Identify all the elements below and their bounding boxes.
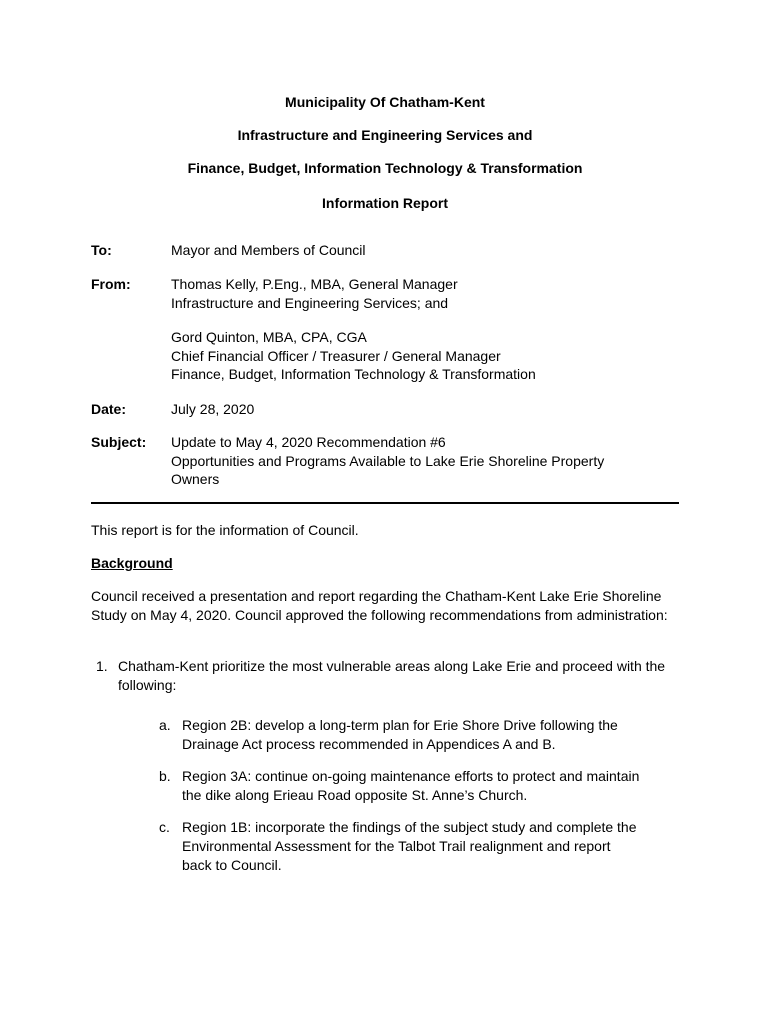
municipality-title: Municipality Of Chatham-Kent <box>285 94 485 110</box>
subitem-marker: a. <box>159 717 171 733</box>
to-value: Mayor and Members of Council <box>171 242 366 258</box>
subject-line: Update to May 4, 2020 Recommendation #6 <box>171 434 446 450</box>
from-author-2 <box>171 328 536 384</box>
subject-label: Subject: <box>91 434 147 450</box>
subitem-text <box>182 716 682 754</box>
list-item-text: Chatham-Kent prioritize the most vulnerable areas along Lake Erie and proceed with the following: <box>118 658 666 693</box>
date-value: July 28, 2020 <box>171 401 255 417</box>
to-label: To: <box>91 242 112 258</box>
department-title-2: Finance, Budget, Information Technology & Transformation <box>187 160 583 176</box>
list-item-number: 1. <box>96 658 108 674</box>
from-label: From: <box>91 276 131 292</box>
subitem-line: Region 3A: continue on-going maintenance efforts to protect and maintain <box>182 768 640 784</box>
background-paragraph: Council received a presentation and report regarding the Chatham-Kent Lake Erie Shoreline Study on May 4, 2020. Council approved the following recommendations from administration: <box>91 588 668 623</box>
subitem-line: Environmental Assessment for the Talbot Trail realignment and report <box>182 838 611 854</box>
subitem-marker: c. <box>159 819 170 835</box>
subitem-marker: b. <box>159 768 171 784</box>
subject-line: Opportunities and Programs Available to Lake Erie Shoreline Property <box>171 452 605 469</box>
from-author-1 <box>171 275 458 312</box>
subject-line: Owners <box>171 471 220 487</box>
subitem-text <box>182 818 682 875</box>
department-title-1: Infrastructure and Engineering Services and <box>237 127 533 143</box>
subitem-text <box>182 767 682 805</box>
from-line: Thomas Kelly, P.Eng., MBA, General Manager <box>171 276 458 292</box>
intro-statement: This report is for the information of Council. <box>91 522 359 538</box>
header-divider <box>91 502 679 504</box>
subitem-line: Region 1B: incorporate the findings of the subject study and complete the <box>182 819 637 835</box>
subitem-line: Region 2B: develop a long-term plan for Erie Shore Drive following the <box>182 717 618 733</box>
subitem-line: the dike along Erieau Road opposite St. Anne’s Church. <box>182 787 528 803</box>
subitem-line: back to Council. <box>182 857 282 873</box>
from-line: Finance, Budget, Information Technology & Transformation <box>171 366 536 382</box>
report-type-title: Information Report <box>322 195 448 211</box>
from-line: Chief Financial Officer / Treasurer / General Manager <box>171 347 501 364</box>
from-line: Gord Quinton, MBA, CPA, CGA <box>171 329 367 345</box>
date-label: Date: <box>91 401 127 417</box>
subject-value <box>171 433 604 489</box>
background-heading: Background <box>91 555 173 571</box>
subitem-line: Drainage Act process recommended in Appendices A and B. <box>182 736 556 752</box>
from-line: Infrastructure and Engineering Services; and <box>171 294 449 311</box>
